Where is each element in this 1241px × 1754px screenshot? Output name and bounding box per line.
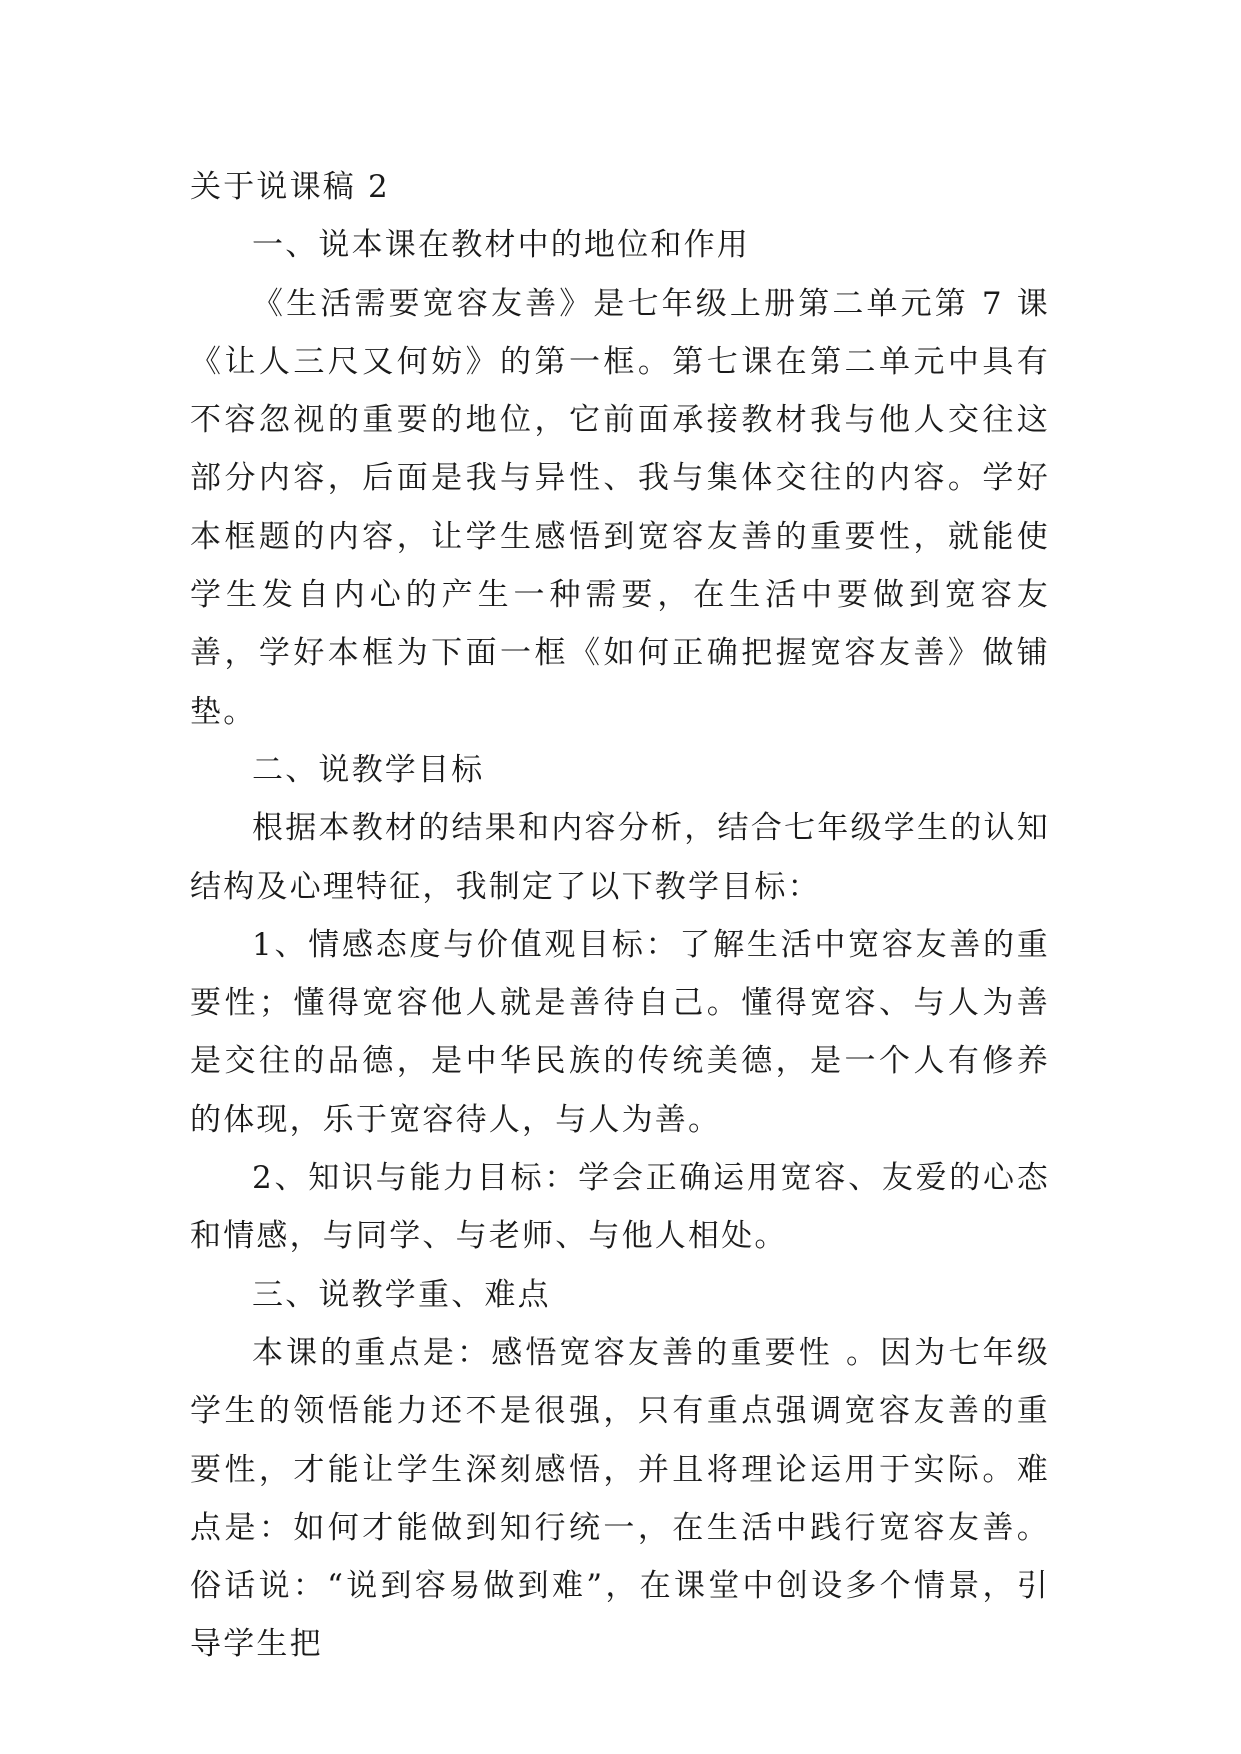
paragraph-objectives-intro: 根据本教材的结果和内容分析，结合七年级学生的认知结构及心理特征，我制定了以下教学目标： (190, 810, 1050, 905)
section-heading-3: 三、说教学重、难点 (252, 1276, 551, 1313)
paragraph-course-position: 《生活需要宽容友善》是七年级上册第二单元第 7 课《让人三尺又何妨》的第一框。第七课在第二单元中具有不容忽视的重要的地位，它前面承接教材我与他人交往这部分内容，后面是我与异性、我与集体交往的内容。学好本框题的内容，让学生感悟到宽容友善的重要性，就能使学生发自内心的产生一种需要，在生活中要做到宽容友善，学好本框为下面一框《如何正确把握宽容友善》做铺垫。 (190, 285, 1050, 730)
section-heading-2: 二、说教学目标 (252, 751, 485, 788)
paragraph-objective-2: 2、知识与能力目标：学会正确运用宽容、友爱的心态和情感，与同学、与老师、与他人相处。 (190, 1160, 1050, 1255)
paragraph-key-points: 本课的重点是：感悟宽容友善的重要性 。因为七年级学生的领悟能力还不是很强，只有重点强调宽容友善的重要性，才能让学生深刻感悟，并且将理论运用于实际。难点是：如何才能做到知行统一，在生活中践行宽容友善。俗话说：“说到容易做到难”，在课堂中创设多个情景，引导学生把 (190, 1334, 1050, 1663)
document-title: 关于说课稿 2 (190, 169, 390, 205)
paragraph-objective-1: 1、情感态度与价值观目标：了解生活中宽容友善的重要性；懂得宽容他人就是善待自己。懂得宽容、与人为善是交往的品德，是中华民族的传统美德，是一个人有修养的体现，乐于宽容待人，与人为善。 (190, 926, 1050, 1138)
section-heading-1: 一、说本课在教材中的地位和作用 (252, 227, 750, 264)
document-body (190, 158, 1050, 1674)
